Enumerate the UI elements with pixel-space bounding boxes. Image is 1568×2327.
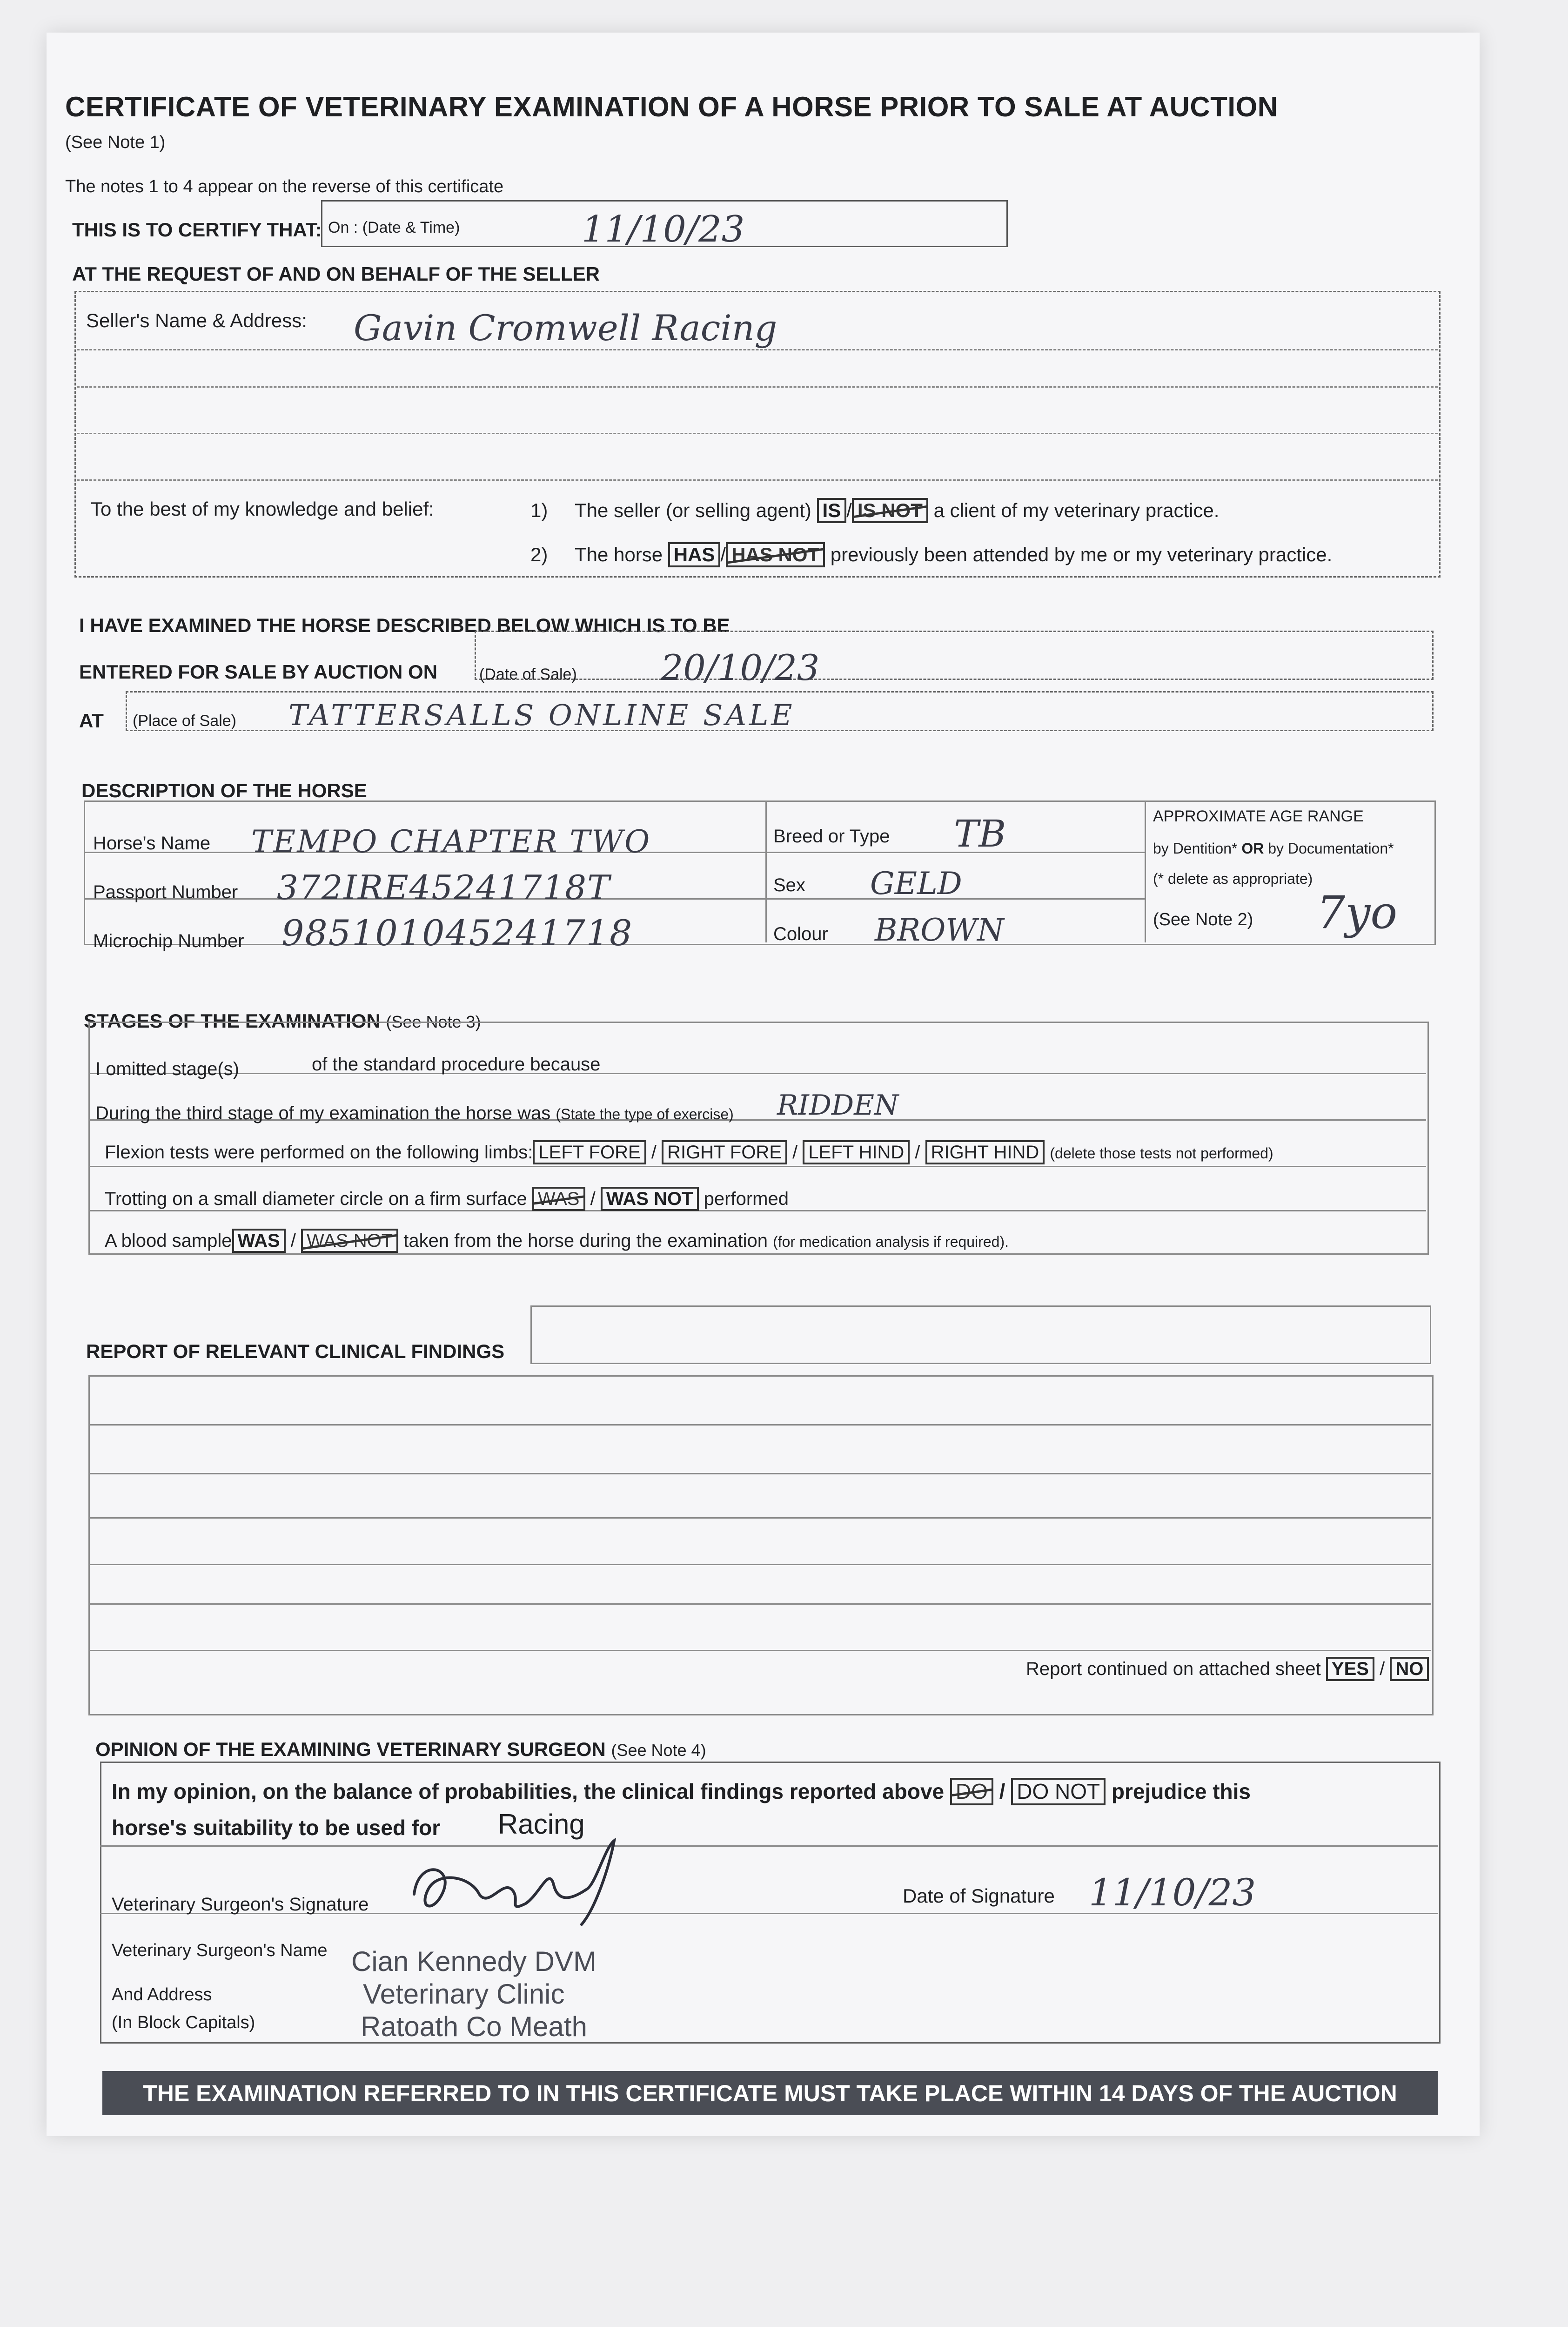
do-not-option[interactable]: DO NOT <box>1011 1778 1106 1805</box>
seller-statement-2: 2) The horse HAS / HAS NOT previously been attended by me or my veterinary practice. <box>530 542 1332 567</box>
has-option[interactable]: HAS <box>668 542 721 567</box>
description-heading: DESCRIPTION OF THE HORSE <box>81 780 367 801</box>
omitted-because-label: of the standard procedure because <box>312 1054 601 1075</box>
right-hind-option[interactable]: RIGHT HIND <box>925 1140 1045 1164</box>
footer-banner: THE EXAMINATION REFERRED TO IN THIS CERTIFICATE MUST TAKE PLACE WITHIN 14 DAYS OF THE AUCTION <box>102 2071 1438 2115</box>
do-option[interactable]: DO <box>950 1778 993 1805</box>
stages-table <box>88 1022 1429 1255</box>
report-heading-box <box>530 1305 1431 1364</box>
certificate-title: CERTIFICATE OF VETERINARY EXAMINATION OF A HORSE PRIOR TO SALE AT AUCTION <box>65 91 1278 122</box>
is-not-option[interactable]: IS NOT <box>852 498 928 523</box>
microchip-value[interactable]: 985101045241718 <box>281 912 633 954</box>
horse-name-value[interactable]: TEMPO CHAPTER TWO <box>251 824 651 860</box>
colour-label: Colour <box>773 924 828 944</box>
sale-date-label: (Date of Sale) <box>479 666 577 683</box>
trot-was-not-option[interactable]: WAS NOT <box>601 1187 699 1211</box>
blood-row: A blood sample WAS / WAS NOT taken from the horse during the examination (for medication analysis if required). <box>105 1229 1009 1253</box>
continued-yes-option[interactable]: YES <box>1326 1657 1374 1681</box>
trot-was-option[interactable]: WAS <box>532 1187 585 1211</box>
signature-label: Veterinary Surgeon's Signature <box>112 1894 369 1915</box>
date-signature-value[interactable]: 11/10/23 <box>1089 1871 1256 1914</box>
opinion-line-2: horse's suitability to be used for <box>112 1816 441 1840</box>
sale-date-value[interactable]: 20/10/23 <box>661 647 820 688</box>
report-heading: REPORT OF RELEVANT CLINICAL FINDINGS <box>86 1340 505 1362</box>
passport-value[interactable]: 372IRE45241718T <box>277 868 611 907</box>
third-stage-label: During the third stage of my examination the horse was (State the type of exercise) <box>95 1103 734 1123</box>
signature-scribble[interactable] <box>400 1838 642 1927</box>
certify-label: THIS IS TO CERTIFY THAT: <box>72 219 322 241</box>
vet-name-value[interactable]: Cian Kennedy DVM <box>351 1946 596 1977</box>
notes-line: The notes 1 to 4 appear on the reverse of this certificate <box>65 177 504 196</box>
has-not-option[interactable]: HAS NOT <box>726 542 825 567</box>
omitted-stages-label: I omitted stage(s) <box>95 1059 240 1079</box>
is-option[interactable]: IS <box>817 498 847 523</box>
right-fore-option[interactable]: RIGHT FORE <box>662 1140 787 1164</box>
age-heading: APPROXIMATE AGE RANGE <box>1153 807 1364 825</box>
at-label: AT <box>79 710 104 732</box>
flexion-row: Flexion tests were performed on the following limbs: LEFT FORE / RIGHT FORE / LEFT HIND / RIGHT HIND (delete those tests not performed) <box>105 1140 1273 1164</box>
report-continued: Report continued on attached sheet YES / NO <box>1026 1657 1429 1681</box>
vet-name-label: Veterinary Surgeon's Name <box>112 1941 328 1960</box>
colour-value[interactable]: BROWN <box>875 912 1004 948</box>
horse-name-label: Horse's Name <box>93 833 211 854</box>
third-stage-value[interactable]: RIDDEN <box>777 1089 899 1122</box>
blood-was-not-option[interactable]: WAS NOT <box>301 1229 398 1253</box>
seller-statement-1: 1) The seller (or selling agent) IS / IS NOT a client of my veterinary practice. <box>530 498 1219 523</box>
stages-heading: STAGES OF THE EXAMINATION (See Note 3) <box>84 1010 481 1032</box>
seller-name-label: Seller's Name & Address: <box>86 309 307 331</box>
sale-place-value[interactable]: TATTERSALLS ONLINE SALE <box>288 698 795 732</box>
seller-name-value[interactable]: Gavin Cromwell Racing <box>354 307 777 349</box>
left-fore-option[interactable]: LEFT FORE <box>533 1140 646 1164</box>
breed-value[interactable]: TB <box>954 812 1006 855</box>
sex-value[interactable]: GELD <box>870 866 962 901</box>
examined-line-1: I HAVE EXAMINED THE HORSE DESCRIBED BELOW WHICH IS TO BE <box>79 614 730 636</box>
left-hind-option[interactable]: LEFT HIND <box>803 1140 910 1164</box>
see-note-1: (See Note 1) <box>65 133 166 152</box>
use-value[interactable]: Racing <box>498 1809 585 1840</box>
knowledge-label: To the best of my knowledge and belief: <box>91 498 434 520</box>
vet-clinic-value[interactable]: Veterinary Clinic <box>363 1978 565 2010</box>
vet-address-label: And Address <box>112 1985 212 2004</box>
continued-no-option[interactable]: NO <box>1390 1657 1429 1681</box>
age-method: by Dentition* OR by Documentation* <box>1153 840 1394 857</box>
sale-date-box <box>475 631 1434 680</box>
block-capitals-note: (In Block Capitals) <box>112 2013 255 2032</box>
examined-line-2: ENTERED FOR SALE BY AUCTION ON <box>79 661 438 683</box>
blood-was-option[interactable]: WAS <box>232 1229 286 1253</box>
sale-place-label: (Place of Sale) <box>133 712 236 730</box>
request-label: AT THE REQUEST OF AND ON BEHALF OF THE SELLER <box>72 263 600 285</box>
on-date-value[interactable]: 11/10/23 <box>582 208 745 250</box>
on-date-label: On : (Date & Time) <box>328 219 460 236</box>
opinion-heading: OPINION OF THE EXAMINING VETERINARY SURGEON (See Note 4) <box>95 1738 706 1760</box>
opinion-line-1: In my opinion, on the balance of probabilities, the clinical findings reported above DO / DO NOT prejudice this <box>112 1778 1251 1805</box>
sex-label: Sex <box>773 875 805 895</box>
breed-label: Breed or Type <box>773 826 890 847</box>
age-delete-note: (* delete as appropriate) <box>1153 870 1313 887</box>
microchip-label: Microchip Number <box>93 931 244 951</box>
trotting-row: Trotting on a small diameter circle on a firm surface WAS / WAS NOT performed <box>105 1187 789 1211</box>
vet-location-value[interactable]: Ratoath Co Meath <box>361 2011 587 2042</box>
age-value[interactable]: 7yo <box>1317 887 1398 939</box>
date-signature-label: Date of Signature <box>903 1885 1055 1907</box>
passport-label: Passport Number <box>93 882 238 902</box>
age-see-note: (See Note 2) <box>1153 910 1253 929</box>
